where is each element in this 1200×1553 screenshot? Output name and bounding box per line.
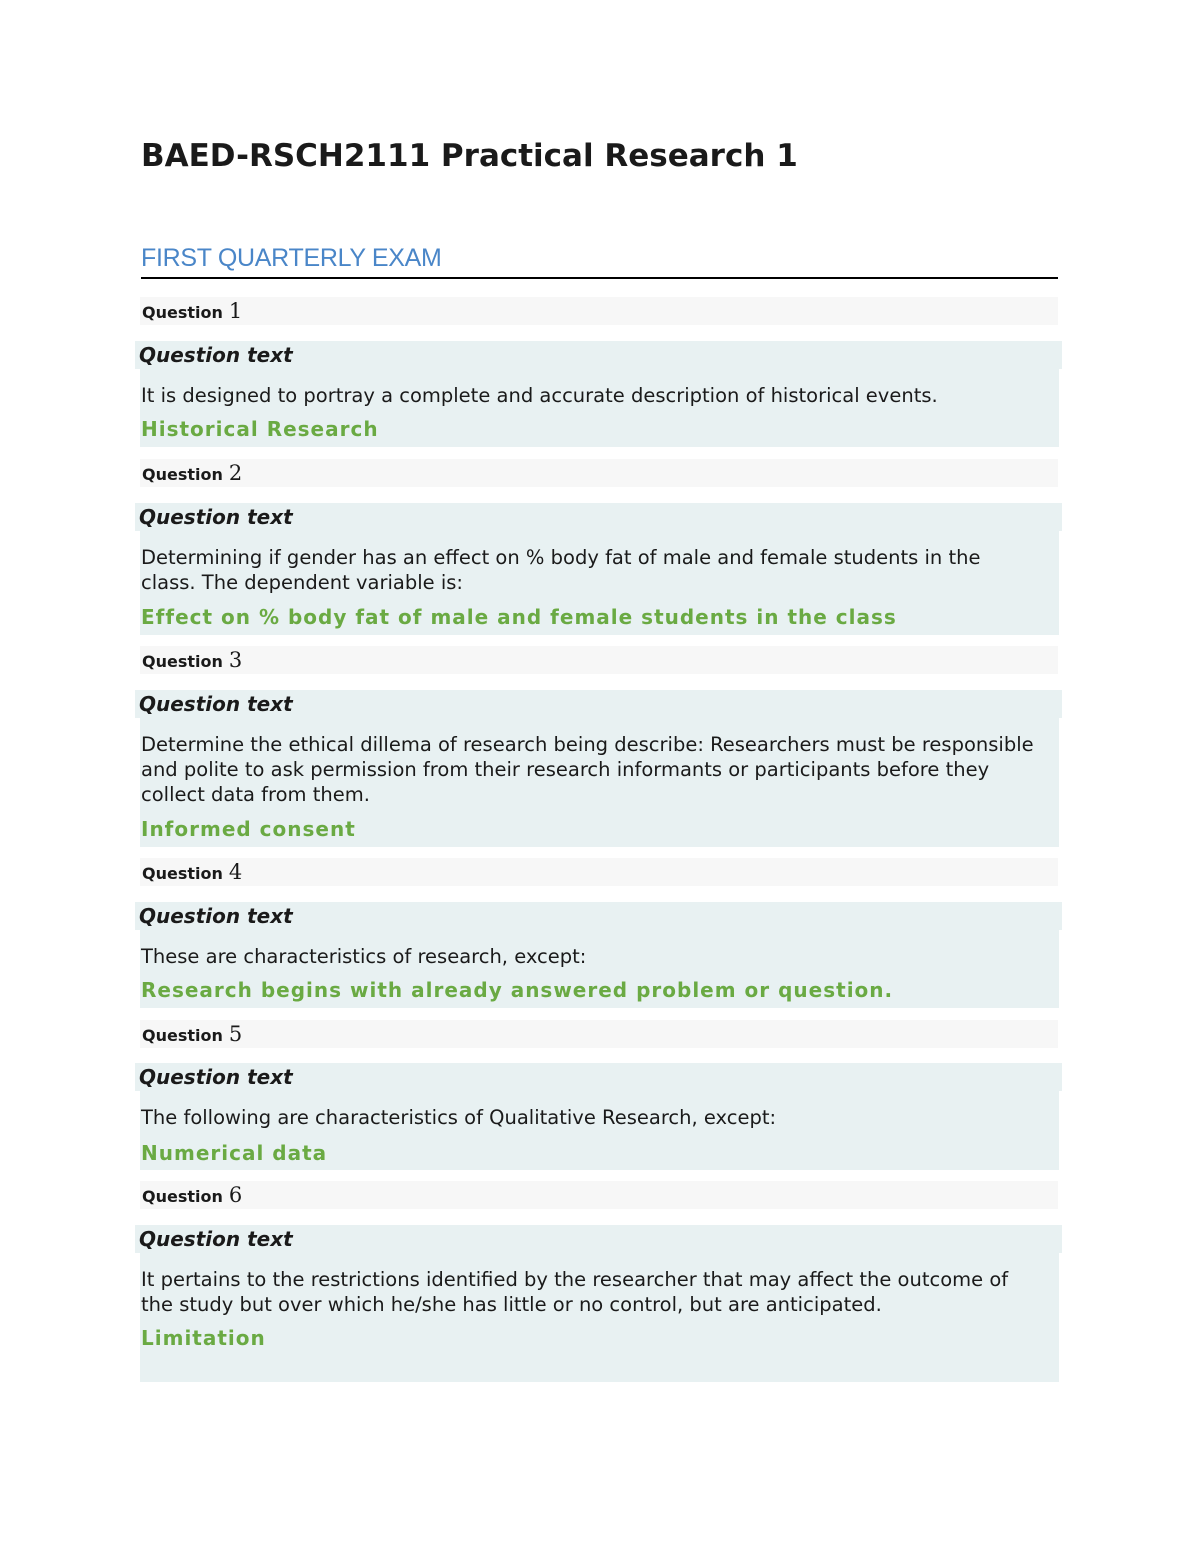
question-header: [140, 858, 1058, 886]
question-text-heading: Question text: [135, 690, 1062, 718]
question-text-heading: Question text: [135, 902, 1062, 930]
question-header: [140, 459, 1058, 487]
question-label: Question: [142, 303, 223, 322]
question-label: Question: [142, 465, 223, 484]
question-label: Question: [142, 1026, 223, 1045]
answer-text: Limitation: [141, 1326, 266, 1350]
question-prompt: It is designed to portray a complete and accurate description of historical events.: [141, 384, 938, 407]
question-number: 2: [228, 461, 243, 485]
question-box: [135, 1225, 1059, 1382]
question-body: [140, 1253, 1059, 1382]
answer-text: Numerical data: [141, 1141, 328, 1165]
question-header: [140, 1181, 1058, 1209]
question-label: Question: [142, 864, 223, 883]
question-prompt: Determine the ethical dillema of research being describe: Researchers must be responsible and polite to ask permission from their research informants or participants before they collect data from them.: [141, 733, 1034, 806]
question-text-heading: Question text: [135, 341, 1062, 369]
question-header: [140, 646, 1058, 674]
question-text-heading: Question text: [135, 1063, 1062, 1091]
question-box: [135, 341, 1059, 447]
question-text-heading: Question text: [135, 503, 1062, 531]
answer-text: Effect on % body fat of male and female students in the class: [141, 605, 897, 629]
question-label: Question: [142, 1187, 223, 1206]
question-body: [140, 930, 1059, 1008]
section-heading: [141, 244, 1058, 279]
question-box: [135, 902, 1059, 1008]
answer-text: Informed consent: [141, 817, 356, 841]
answer-text: Historical Research: [141, 417, 379, 441]
question-body: [140, 531, 1059, 635]
question-label: Question: [142, 652, 223, 671]
question-number: 1: [228, 299, 243, 323]
question-prompt: These are characteristics of research, except:: [141, 945, 587, 968]
answer-text: Research begins with already answered problem or question.: [141, 978, 894, 1002]
question-body: [140, 718, 1059, 847]
question-number: 5: [228, 1022, 243, 1046]
question-header: [140, 297, 1058, 325]
document-title: BAED-RSCH2111 Practical Research 1: [141, 138, 798, 174]
question-prompt: The following are characteristics of Qualitative Research, except:: [141, 1106, 777, 1129]
question-number: 3: [228, 648, 243, 672]
question-text-heading: Question text: [135, 1225, 1062, 1253]
section-heading-text: FIRST QUARTERLY EXAM: [141, 244, 442, 272]
question-body: [140, 369, 1059, 447]
question-number: 6: [228, 1183, 243, 1207]
question-number: 4: [228, 860, 243, 884]
question-box: [135, 503, 1059, 635]
question-box: [135, 1063, 1059, 1170]
question-prompt: Determining if gender has an effect on % body fat of male and female students in the class. The dependent variable is:: [141, 546, 981, 594]
question-box: [135, 690, 1059, 847]
question-header: [140, 1020, 1058, 1048]
question-prompt: It pertains to the restrictions identified by the researcher that may affect the outcome of the study but over which he/she has little or no control, but are anticipated.: [141, 1268, 1009, 1316]
question-body: [140, 1091, 1059, 1170]
